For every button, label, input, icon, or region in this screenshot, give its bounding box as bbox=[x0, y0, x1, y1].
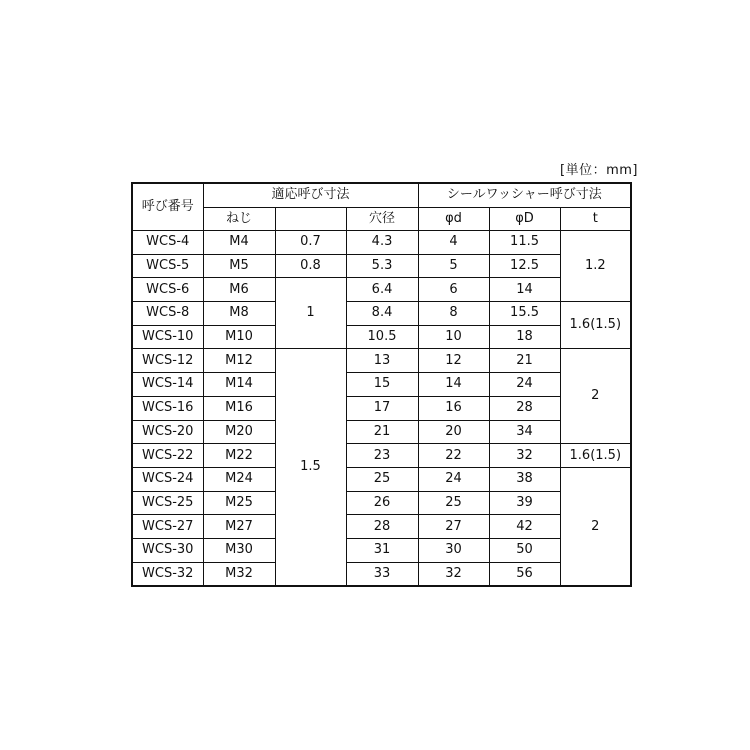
thread-cell: M27 bbox=[203, 515, 275, 539]
table-row bbox=[132, 349, 631, 373]
hole-cell: 21 bbox=[346, 420, 418, 444]
outer-diameter-cell: 39 bbox=[489, 491, 560, 515]
designation-cell: WCS-5 bbox=[132, 254, 203, 278]
header-thread: ねじ bbox=[203, 207, 275, 231]
designation-cell: WCS-32 bbox=[132, 562, 203, 586]
thread-cell: M22 bbox=[203, 444, 275, 468]
outer-diameter-cell: 42 bbox=[489, 515, 560, 539]
table-row bbox=[132, 515, 631, 539]
header-washer-group: シールワッシャー呼び寸法 bbox=[418, 183, 631, 207]
thread-cell: M14 bbox=[203, 373, 275, 397]
outer-diameter-cell: 12.5 bbox=[489, 254, 560, 278]
hole-cell: 23 bbox=[346, 444, 418, 468]
designation-cell: WCS-8 bbox=[132, 302, 203, 326]
table-row bbox=[132, 562, 631, 586]
inner-diameter-cell: 5 bbox=[418, 254, 489, 278]
thread-cell: M30 bbox=[203, 538, 275, 562]
inner-diameter-cell: 22 bbox=[418, 444, 489, 468]
thread-cell: M6 bbox=[203, 278, 275, 302]
header-thickness: t bbox=[560, 207, 631, 231]
thread-cell: M25 bbox=[203, 491, 275, 515]
thread-cell: M24 bbox=[203, 467, 275, 491]
outer-diameter-cell: 34 bbox=[489, 420, 560, 444]
header-hole-diameter: 穴径 bbox=[346, 207, 418, 231]
washer-dimension-table bbox=[131, 182, 632, 587]
designation-cell: WCS-14 bbox=[132, 373, 203, 397]
thread-cell: M10 bbox=[203, 325, 275, 349]
pitch-cell: 0.8 bbox=[275, 254, 346, 278]
header-row-1 bbox=[132, 183, 631, 207]
thickness-cell: 2 bbox=[560, 349, 631, 444]
hole-cell: 31 bbox=[346, 538, 418, 562]
hole-cell: 13 bbox=[346, 349, 418, 373]
header-row-2 bbox=[132, 207, 631, 231]
thread-cell: M4 bbox=[203, 231, 275, 255]
inner-diameter-cell: 16 bbox=[418, 396, 489, 420]
thread-cell: M12 bbox=[203, 349, 275, 373]
outer-diameter-cell: 14 bbox=[489, 278, 560, 302]
hole-cell: 6.4 bbox=[346, 278, 418, 302]
table-row bbox=[132, 302, 631, 326]
hole-cell: 5.3 bbox=[346, 254, 418, 278]
table-row bbox=[132, 278, 631, 302]
header-outer-diameter: φD bbox=[489, 207, 560, 231]
outer-diameter-cell: 38 bbox=[489, 467, 560, 491]
table-row bbox=[132, 420, 631, 444]
thread-cell: M5 bbox=[203, 254, 275, 278]
designation-cell: WCS-10 bbox=[132, 325, 203, 349]
outer-diameter-cell: 28 bbox=[489, 396, 560, 420]
thickness-cell: 1.6(1.5) bbox=[560, 444, 631, 468]
hole-cell: 4.3 bbox=[346, 231, 418, 255]
hole-cell: 10.5 bbox=[346, 325, 418, 349]
unit-label: [単位：mm] bbox=[560, 163, 638, 178]
outer-diameter-cell: 24 bbox=[489, 373, 560, 397]
hole-cell: 8.4 bbox=[346, 302, 418, 326]
designation-cell: WCS-25 bbox=[132, 491, 203, 515]
hole-cell: 15 bbox=[346, 373, 418, 397]
designation-cell: WCS-16 bbox=[132, 396, 203, 420]
thickness-cell: 1.2 bbox=[560, 231, 631, 302]
outer-diameter-cell: 11.5 bbox=[489, 231, 560, 255]
inner-diameter-cell: 10 bbox=[418, 325, 489, 349]
thread-cell: M16 bbox=[203, 396, 275, 420]
thread-cell: M8 bbox=[203, 302, 275, 326]
header-inner-diameter: φd bbox=[418, 207, 489, 231]
inner-diameter-cell: 30 bbox=[418, 538, 489, 562]
pitch-cell: 1 bbox=[275, 278, 346, 349]
designation-cell: WCS-30 bbox=[132, 538, 203, 562]
designation-cell: WCS-27 bbox=[132, 515, 203, 539]
outer-diameter-cell: 50 bbox=[489, 538, 560, 562]
designation-cell: WCS-20 bbox=[132, 420, 203, 444]
header-applicable-group: 適応呼び寸法 bbox=[203, 183, 418, 207]
outer-diameter-cell: 32 bbox=[489, 444, 560, 468]
hole-cell: 28 bbox=[346, 515, 418, 539]
header-pitch bbox=[275, 207, 346, 231]
designation-cell: WCS-4 bbox=[132, 231, 203, 255]
pitch-cell: 1.5 bbox=[275, 349, 346, 586]
outer-diameter-cell: 56 bbox=[489, 562, 560, 586]
table-row bbox=[132, 467, 631, 491]
table-row bbox=[132, 491, 631, 515]
outer-diameter-cell: 21 bbox=[489, 349, 560, 373]
designation-cell: WCS-12 bbox=[132, 349, 203, 373]
table-row bbox=[132, 254, 631, 278]
inner-diameter-cell: 27 bbox=[418, 515, 489, 539]
hole-cell: 17 bbox=[346, 396, 418, 420]
table-row bbox=[132, 538, 631, 562]
header-designation: 呼び番号 bbox=[132, 183, 203, 231]
inner-diameter-cell: 24 bbox=[418, 467, 489, 491]
inner-diameter-cell: 25 bbox=[418, 491, 489, 515]
table-row bbox=[132, 231, 631, 255]
designation-cell: WCS-6 bbox=[132, 278, 203, 302]
outer-diameter-cell: 18 bbox=[489, 325, 560, 349]
inner-diameter-cell: 6 bbox=[418, 278, 489, 302]
hole-cell: 26 bbox=[346, 491, 418, 515]
table-row bbox=[132, 325, 631, 349]
inner-diameter-cell: 20 bbox=[418, 420, 489, 444]
hole-cell: 25 bbox=[346, 467, 418, 491]
designation-cell: WCS-22 bbox=[132, 444, 203, 468]
thread-cell: M20 bbox=[203, 420, 275, 444]
table-row bbox=[132, 444, 631, 468]
table-row bbox=[132, 396, 631, 420]
thread-cell: M32 bbox=[203, 562, 275, 586]
designation-cell: WCS-24 bbox=[132, 467, 203, 491]
outer-diameter-cell: 15.5 bbox=[489, 302, 560, 326]
thickness-cell: 2 bbox=[560, 467, 631, 586]
table-row bbox=[132, 373, 631, 397]
pitch-cell: 0.7 bbox=[275, 231, 346, 255]
inner-diameter-cell: 8 bbox=[418, 302, 489, 326]
inner-diameter-cell: 12 bbox=[418, 349, 489, 373]
inner-diameter-cell: 14 bbox=[418, 373, 489, 397]
inner-diameter-cell: 32 bbox=[418, 562, 489, 586]
hole-cell: 33 bbox=[346, 562, 418, 586]
inner-diameter-cell: 4 bbox=[418, 231, 489, 255]
thickness-cell: 1.6(1.5) bbox=[560, 302, 631, 349]
